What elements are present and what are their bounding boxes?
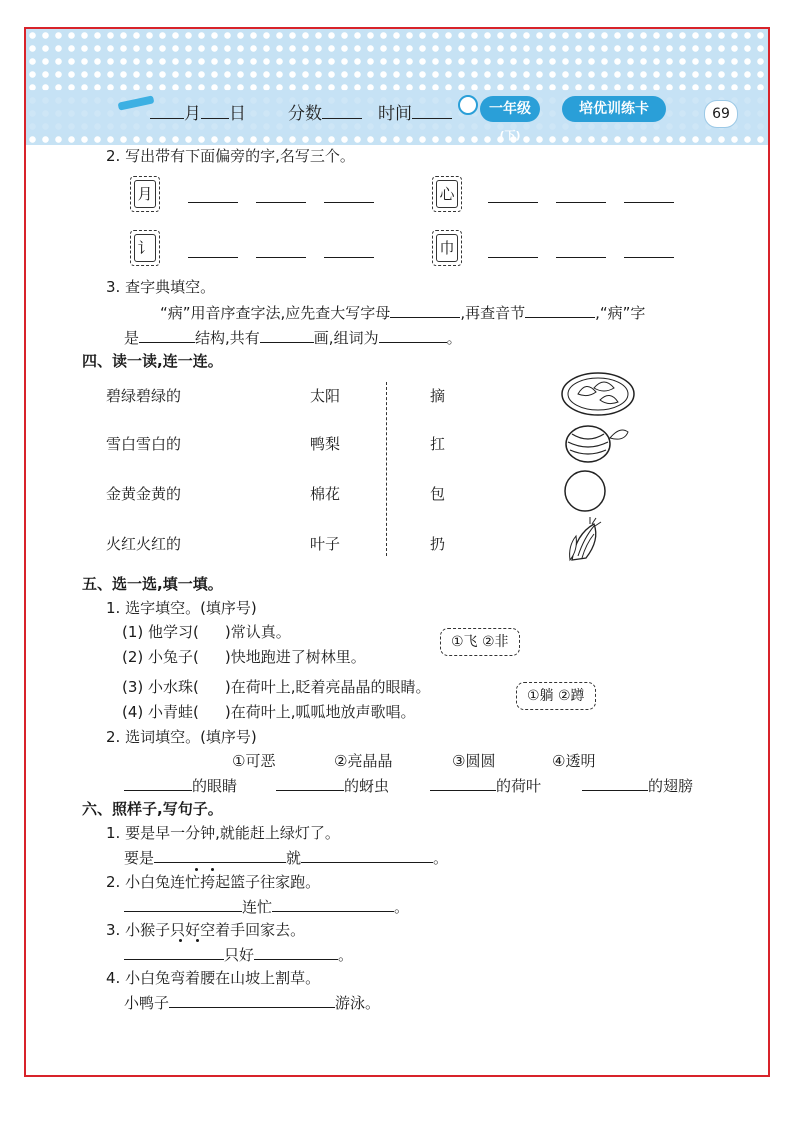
page-number: 69 [704,100,738,128]
left-word[interactable]: 碧绿碧绿的 [106,387,182,405]
word-option: ④透明 [552,752,596,770]
radical-box: 讠 [130,230,160,266]
word-blank: 的蚜虫 [276,775,389,796]
blank[interactable] [301,847,433,863]
left-word[interactable]: 金黄金黄的 [106,485,182,503]
left-word[interactable]: 雪白雪白的 [106,435,182,453]
example-sentence: 1. 要是早一分钟,就能赶上绿灯了。 [106,824,340,842]
example-sentence: 2. 小白兔连忙挎起篮子往家跑。 [106,873,321,891]
q3-line1: “病”用音序查字法,应先查大写字母 ,再查音节 ,“病”字 [160,304,646,322]
word-option: ②亮晶晶 [334,752,393,770]
blank[interactable] [525,302,595,318]
middle-word[interactable]: 叶子 [310,535,341,553]
middle-word[interactable]: 鸭梨 [310,435,341,453]
radical-box: 巾 [432,230,462,266]
answer-line[interactable] [556,202,606,203]
blank[interactable] [124,944,224,960]
emphasis-dot [179,939,182,942]
radical-box: 心 [432,176,462,212]
blank[interactable] [254,944,338,960]
blank[interactable] [154,847,286,863]
example-sentence: 3. 小猴子只好空着手回家去。 [106,921,306,939]
answer-sentence: 小鸭子 游泳。 [124,994,381,1012]
verb-word[interactable]: 包 [430,485,446,503]
dumplings-plate-icon[interactable] [560,368,640,418]
blank[interactable] [379,327,447,343]
time-field[interactable]: 时间 [378,99,452,124]
answer-line[interactable] [624,257,674,258]
q2-title: 2. 写出带有下面偏旁的字,名写三个。 [106,147,355,165]
word-option: ③圆圆 [452,752,496,770]
answer-line[interactable] [624,202,674,203]
verb-word[interactable]: 扔 [430,535,446,553]
answer-sentence: 要是 就 。 [124,849,449,867]
q3-line2: 是 结构,共有 画,组词为 。 [124,329,462,347]
fill-sentence: (3) 小水珠( )在荷叶上,眨着亮晶晶的眼睛。 [122,678,431,696]
option-box: ①躺 ②蹲 [516,682,596,710]
fill-sentence: (1) 他学习( )常认真。 [122,623,291,641]
emphasis-dot [211,868,214,871]
blank[interactable] [390,302,460,318]
s5-q1-title: 1. 选字填空。(填序号) [106,599,257,617]
blank[interactable] [124,775,192,791]
section6-title: 六、照样子,写句子。 [82,800,223,818]
middle-word[interactable]: 太阳 [310,387,341,405]
divider [386,382,387,556]
answer-sentence: 连忙 。 [124,896,409,917]
grade-badge: 一年级(下) [480,96,540,122]
s5-q2-title: 2. 选词填空。(填序号) [106,728,257,746]
answer-line[interactable] [188,257,238,258]
watermelon-icon[interactable] [562,420,632,466]
word-option: ①可恶 [232,752,276,770]
corn-icon[interactable] [562,516,612,566]
answer-line[interactable] [488,202,538,203]
blank[interactable] [276,775,344,791]
answer-line[interactable] [324,202,374,203]
answer-line[interactable] [256,257,306,258]
middle-word[interactable]: 棉花 [310,485,341,503]
blank[interactable] [272,896,394,912]
blank[interactable] [582,775,648,791]
answer-sentence: 只好 。 [124,944,353,965]
left-word[interactable]: 火红火红的 [106,535,182,553]
verb-word[interactable]: 摘 [430,387,446,405]
answer-line[interactable] [188,202,238,203]
answer-line[interactable] [556,257,606,258]
word-blank: 的眼睛 [124,775,237,796]
radical-box: 月 [130,176,160,212]
verb-word[interactable]: 扛 [430,435,446,453]
word-blank: 的荷叶 [430,775,541,796]
answer-line[interactable] [256,202,306,203]
title-badge: 培优训练卡 [562,96,666,122]
answer-line[interactable] [324,257,374,258]
blank[interactable] [260,327,314,343]
emphasis-dot [195,868,198,871]
emphasis-dot [196,939,199,942]
circle-icon[interactable] [562,468,612,514]
answer-line[interactable] [488,257,538,258]
example-sentence: 4. 小白兔弯着腰在山坡上割草。 [106,969,321,987]
q3-title: 3. 查字典填空。 [106,278,216,296]
blank[interactable] [430,775,496,791]
blank[interactable] [169,992,335,1008]
date-field[interactable]: 月 日 [150,99,246,124]
score-field[interactable]: 分数 [288,99,362,124]
option-box: ①飞 ②非 [440,628,520,656]
section4-title: 四、读一读,连一连。 [82,352,223,370]
section5-title: 五、选一选,填一填。 [82,575,223,593]
fill-sentence: (2) 小兔子( )快地跑进了树林里。 [122,648,366,666]
blank[interactable] [124,896,242,912]
word-blank: 的翅膀 [582,775,693,796]
blank[interactable] [139,327,195,343]
fill-sentence: (4) 小青蛙( )在荷叶上,呱呱地放声歌唱。 [122,703,416,721]
